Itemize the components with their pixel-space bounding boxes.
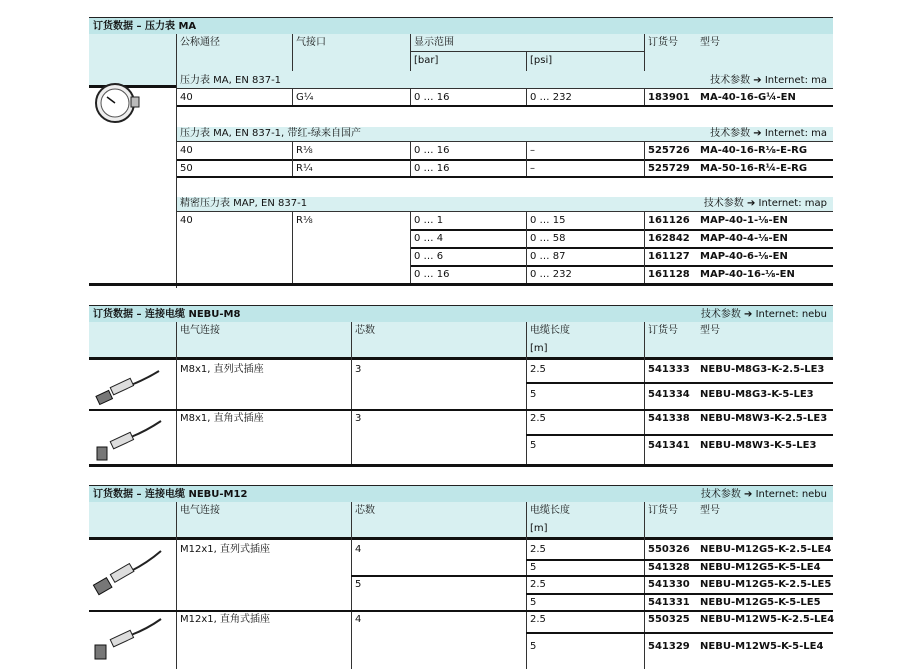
table-title bbox=[89, 17, 833, 34]
table-nebu-m8: 订货数据 – 连接电缆 NEBU-M8 技术参数 ➔ Internet: nebu 电气连接 芯数 电缆长度 [m] 订货号 型号 M8x1, 直列式插座 3 2.5 541333 NEBU-M8G3-K-2.5-LE3 5 541334 NEBU-M8G3-K-5-LE3 M8x1, 直角式插座 3 2.5 541338 NEBU-M8W3-K-2.5-LE3 5 541341 NEBU-M8W3-K-5-LE3 bbox=[89, 305, 833, 470]
col-header-unit: [m] bbox=[530, 343, 548, 354]
conn-label: M12x1, 直角式插座 bbox=[180, 614, 270, 625]
pressure-gauge-image bbox=[91, 77, 141, 127]
conn-label: M12x1, 直列式插座 bbox=[180, 544, 270, 555]
table-pressure-gauge-ma: 订货数据 – 压力表 MA 公称通径 气接口 显示范围 [bar] [psi] 订货号 型号 压力表 MA, EN 837-1 技术参数 ➔ Internet: ma 40 G¼ 0 … 16 0 … 232 183901 MA-40-16-G¼-EN 压力表 MA, EN 837-1, 带红-绿来自国产 技术参数 ➔ Internet: ma 40 R⅛ 0 … 16 – 525726 MA-40-16-R⅛-E-RG 50 R¼ 0 … 16 – 525729 MA-50-16-R¼-E-RG 精密压力表 MAP, EN 837-1 技术参数 ➔ Internet: map 40 R⅛ 0 … 1 0 … 15 161126 MAP-40-1-⅛-EN 0 … 4 0 … 58 162842 MAP-40-4-⅛-EN 0 … 6 0 … 87 161127 MAP-40-6-⅛-EN 0 … 16 0 … 232 161128 MAP-40-16-⅛-EN bbox=[89, 17, 833, 287]
table-title-text: 订货数据 – 压力表 MA bbox=[93, 21, 197, 32]
cable-straight-image bbox=[91, 545, 171, 600]
col-header-type: 型号 bbox=[700, 505, 720, 516]
col-header-cores: 芯数 bbox=[355, 505, 375, 516]
cable-angled-image bbox=[91, 615, 171, 665]
col-header-partno: 订货号 bbox=[648, 505, 678, 516]
col-header-length: 电缆长度 bbox=[530, 325, 570, 336]
cable-straight-image bbox=[91, 365, 171, 410]
table-nebu-m12: 订货数据 – 连接电缆 NEBU-M12 技术参数 ➔ Internet: nebu 电气连接 芯数 电缆长度 [m] 订货号 型号 M12x1, 直列式插座 4 2.5 550326 NEBU-M12G5-K-2.5-LE4 5 541328 NEBU-M12G5-K-5-LE4 5 2.5 541330 NEBU-M12G5-K-2.5-LE5 5 541331 NEBU-M12G5-K-5-LE5 M12x1, 直角式插座 4 2.5 550325 NEBU-M12W5-K-2.5-LE4 5 541329 NEBU-M12W5-K-5-LE4 bbox=[89, 485, 833, 669]
group-name: 压力表 MA, EN 837-1 bbox=[180, 75, 282, 86]
conn-label: M8x1, 直列式插座 bbox=[180, 364, 264, 375]
cores-value: 4 bbox=[355, 614, 362, 625]
col-header-partno: 订货号 bbox=[648, 325, 678, 336]
tech-link[interactable]: 技术参数 ➔ Internet: nebu bbox=[700, 489, 827, 500]
col-header-type: 型号 bbox=[700, 325, 720, 336]
cores-value: 4 bbox=[355, 544, 362, 555]
tech-link[interactable]: 技术参数 ➔ Internet: ma bbox=[710, 128, 827, 139]
col-header-partno: 订货号 bbox=[648, 37, 678, 48]
tech-link[interactable]: 技术参数 ➔ Internet: nebu bbox=[700, 309, 827, 320]
group-name: 精密压力表 MAP, EN 837-1 bbox=[180, 198, 308, 209]
tech-link[interactable]: 技术参数 ➔ Internet: ma bbox=[710, 75, 827, 86]
col-header-cores: 芯数 bbox=[355, 325, 375, 336]
cable-angled-image bbox=[91, 415, 171, 465]
col-header-type: 型号 bbox=[700, 37, 720, 48]
table-title-text: 订货数据 – 连接电缆 NEBU-M12 bbox=[93, 489, 248, 500]
table-title-text: 订货数据 – 连接电缆 NEBU-M8 bbox=[93, 309, 241, 320]
col-header-range: 显示范围 bbox=[414, 37, 454, 48]
col-header-conn: 电气连接 bbox=[180, 325, 220, 336]
table-title bbox=[89, 485, 833, 502]
conn-label: M8x1, 直角式插座 bbox=[180, 413, 264, 424]
col-header-bar: [bar] bbox=[414, 55, 439, 66]
tech-link[interactable]: 技术参数 ➔ Internet: map bbox=[703, 198, 827, 209]
col-header-length: 电缆长度 bbox=[530, 505, 570, 516]
cores-value: 3 bbox=[355, 413, 362, 424]
col-header-unit: [m] bbox=[530, 523, 548, 534]
table-title bbox=[89, 305, 833, 322]
cores-value: 5 bbox=[355, 579, 362, 590]
col-header-psi: [psi] bbox=[530, 55, 553, 66]
col-header-nominal: 公称通径 bbox=[180, 37, 220, 48]
col-header-conn: 电气连接 bbox=[180, 505, 220, 516]
col-header-port: 气接口 bbox=[296, 37, 326, 48]
group-name: 压力表 MA, EN 837-1, 带红-绿来自国产 bbox=[180, 128, 362, 139]
cores-value: 3 bbox=[355, 364, 362, 375]
